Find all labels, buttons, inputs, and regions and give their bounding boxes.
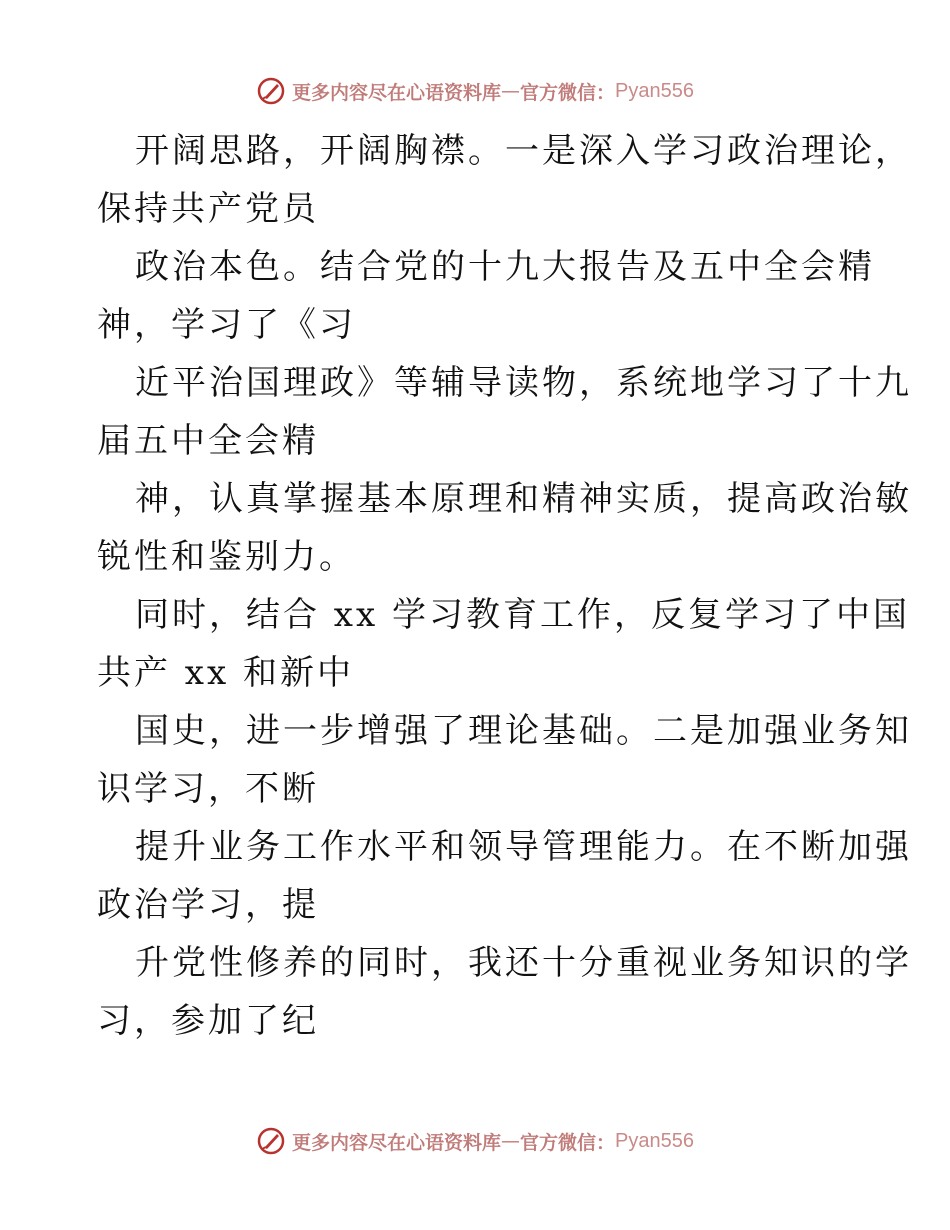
body-line: 提升业务工作水平和领导管理能力。在不断加强 xyxy=(135,827,912,867)
banner-dash: — xyxy=(501,80,521,102)
banner-main-text: 更多内容尽在心语资料库 xyxy=(292,81,502,104)
banner-wechat-id: Pyan556 xyxy=(615,79,694,102)
body-line: 届五中全会精 xyxy=(97,421,319,461)
body-line: 习，参加了纪 xyxy=(97,1001,319,1041)
document-body xyxy=(97,122,912,1050)
banner-official-label: 官方微信： xyxy=(520,81,616,104)
banner-main-text: 更多内容尽在心语资料库 xyxy=(292,1131,502,1154)
body-line: 神，认真掌握基本原理和精神实质，提高政治敏 xyxy=(135,479,912,519)
body-line: 同时，结合 xx 学习教育工作，反复学习了中国 xyxy=(135,595,910,635)
banner-official-label: 官方微信： xyxy=(520,1131,616,1154)
quill-pen-logo-icon xyxy=(256,1126,286,1156)
body-line: 共产 xx 和新中 xyxy=(97,653,354,693)
body-line: 近平治国理政》等辅导读物，系统地学习了十九 xyxy=(135,363,912,403)
banner-wechat-id: Pyan556 xyxy=(615,1129,694,1152)
body-line: 国史，进一步增强了理论基础。二是加强业务知 xyxy=(135,711,912,751)
body-line: 开阔思路，开阔胸襟。一是深入学习政治理论， xyxy=(135,131,912,171)
banner-dash: — xyxy=(501,1130,521,1152)
body-line: 保持共产党员 xyxy=(97,189,319,229)
body-line: 神，学习了《习 xyxy=(97,305,356,345)
body-line: 政治学习，提 xyxy=(97,885,319,925)
footer-banner xyxy=(0,1124,950,1158)
body-line: 升党性修养的同时，我还十分重视业务知识的学 xyxy=(135,943,912,983)
body-line: 锐性和鉴别力。 xyxy=(97,537,356,577)
header-banner xyxy=(0,74,950,108)
quill-pen-logo-icon xyxy=(256,76,286,106)
body-line: 政治本色。结合党的十九大报告及五中全会精 xyxy=(135,247,875,287)
body-line: 识学习，不断 xyxy=(97,769,319,809)
